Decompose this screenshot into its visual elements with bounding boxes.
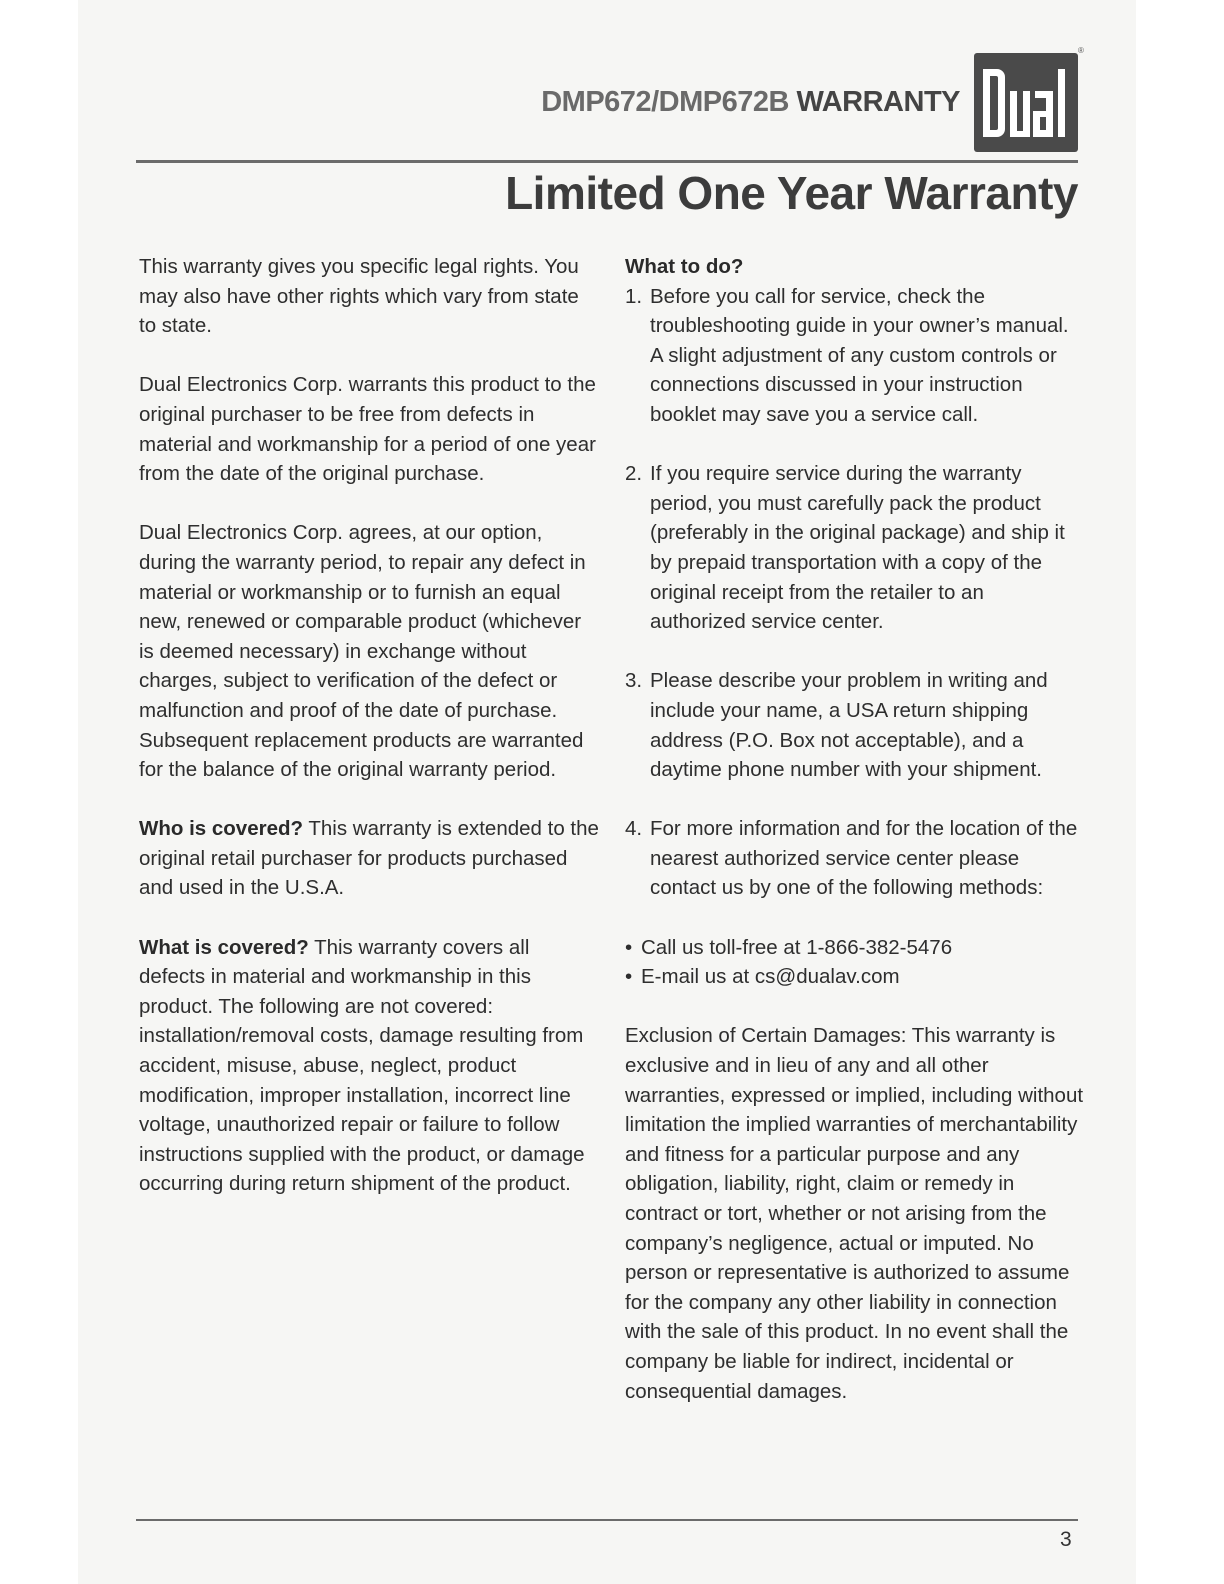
step-item [625,814,1085,903]
step-item [625,666,1085,784]
step-number: 1. [625,284,643,308]
contact-phone-text: Call us toll-free at 1-866-382-5476 [641,935,953,959]
contact-phone [625,933,1085,963]
step-number: 4. [625,817,643,841]
header-model: DMP672/DMP672B [541,86,789,118]
step-text: Please describe your problem in writing and include your name, a USA return shipping address (P.O. Box not acceptable), and a daytime phone number with your shipment. [650,669,1048,782]
step-text: Before you call for service, check the troubleshooting guide in your owner’s manual. A slight adjustment of any custom controls or connections discussed in your instruction booklet may save you a service call. [650,284,1069,426]
dual-logo [974,53,1078,152]
who-covered-label: Who is covered? [139,817,304,841]
exclusion-paragraph: Exclusion of Certain Damages: This warranty is exclusive and in lieu of any and all other warranties, expressed or implied, including without limitation the implied warranties of merchantability and fitness for a particular purpose and any obligation, liability, right, claim or remedy in contract or tort, whether or not arising from the company’s negligence, actual or imputed. No person or representative is authorized to assume for the company any other liability in connection with the sale of this product. In no event shall the company be liable for indirect, incidental or consequential damages. [625,1024,1084,1403]
steps-list [625,282,1085,903]
what-covered-label: What is covered? [139,935,309,959]
registered-mark: ® [1078,46,1084,55]
step-text: For more information and for the location of the nearest authorized service center please contact us by one of the following methods: [650,817,1078,900]
bullet-icon: • [625,965,633,989]
header-title [520,86,960,119]
left-column [139,252,599,1229]
repair-option-paragraph: Dual Electronics Corp. agrees, at our option, during the warranty period, to repair any defect in material or workmanship or to furnish an equal new, renewed or comparable product (whichever is deemed necessary) in exchange without charges, subject to verification of the defect or malfunction and proof of the date of purchase. Subsequent replacement products are warranted for the balance of the original warranty period. [139,521,586,782]
page-number: 3 [1060,1528,1072,1551]
step-text: If you require service during the warranty period, you must carefully pack the product (preferably in the original package) and ship it by prepaid transportation with a copy of the original receipt from the retailer to an authorized service center. [650,462,1065,634]
contact-email-text: E-mail us at cs@dualav.com [641,965,900,989]
right-column [625,252,1085,1436]
top-divider [136,160,1078,163]
contact-email [625,962,1085,992]
page-title: Limited One Year Warranty [505,167,1078,219]
who-covered-text: This warranty is extended to the original retail purchaser for products purchased and used in the U.S.A. [139,817,599,900]
step-item [625,459,1085,637]
bottom-divider [136,1519,1078,1521]
step-item [625,282,1085,430]
header-warranty-word: WARRANTY [796,86,960,118]
bullet-icon: • [625,935,633,959]
warranty-statement-paragraph: Dual Electronics Corp. warrants this product to the original purchaser to be free from defects in material and workmanship for a period of one year from the date of the original purchase. [139,373,596,486]
rights-paragraph: This warranty gives you specific legal rights. You may also have other rights which vary from state to state. [139,255,579,338]
step-number: 2. [625,462,643,486]
what-covered-paragraph [139,933,599,1199]
what-to-do-heading: What to do? [625,255,744,278]
dual-logo-graphic [974,53,1078,152]
step-number: 3. [625,669,643,693]
contact-list [625,933,1085,992]
what-covered-text: This warranty covers all defects in material and workmanship in this product. The following are not covered: installation/removal costs, damage resulting from accident, misuse, abuse, neglect, product modification, improper installation, incorrect line voltage, unauthorized repair or failure to follow instructions supplied with the product, or damage occurring during return shipment of the product. [139,935,585,1196]
who-covered-paragraph [139,814,599,903]
